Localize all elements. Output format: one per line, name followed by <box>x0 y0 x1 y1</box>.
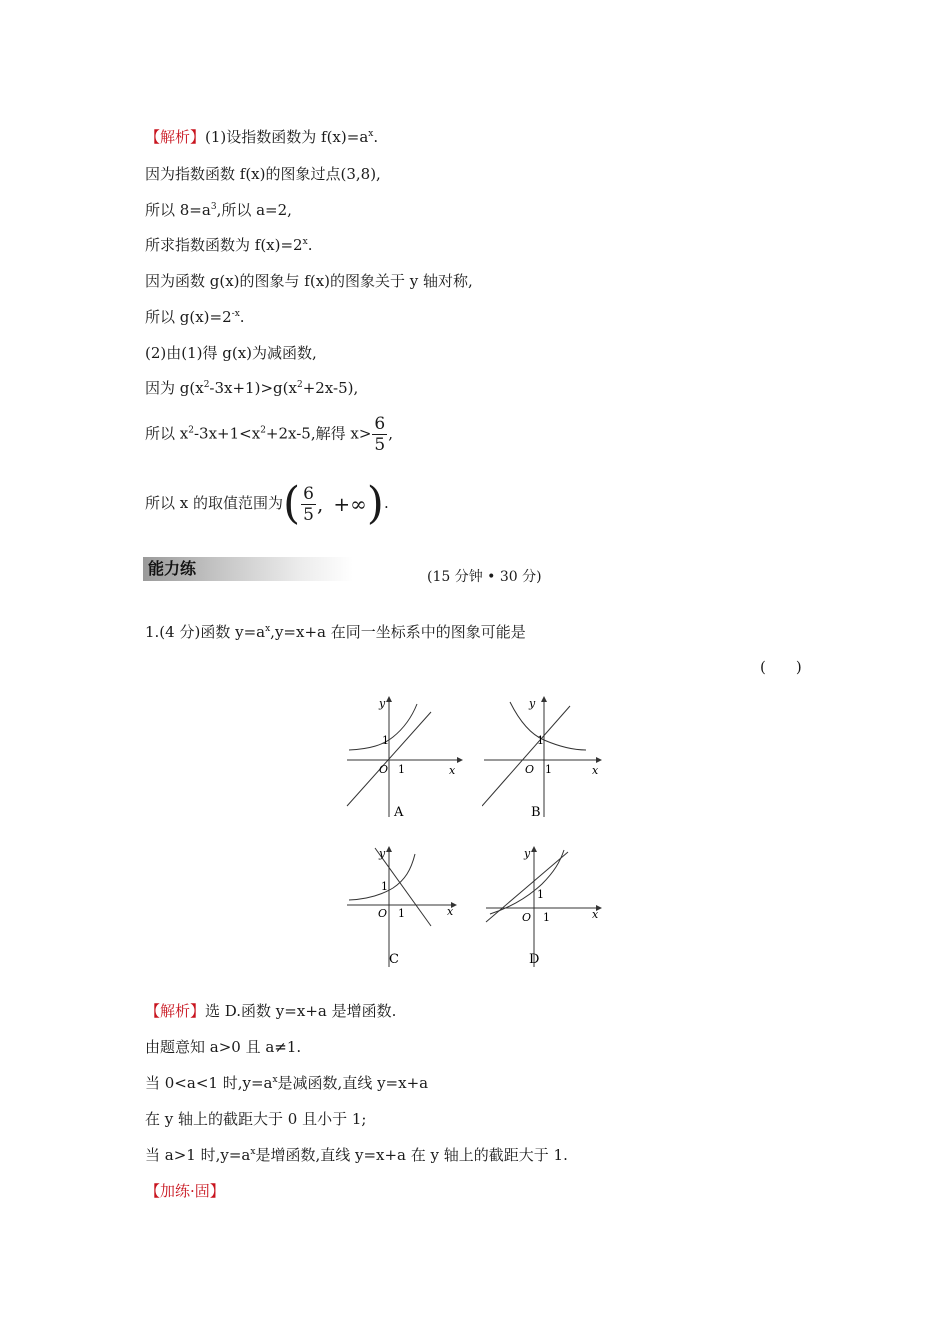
svg-text:x: x <box>447 905 454 918</box>
svg-text:1: 1 <box>382 734 389 747</box>
graph-c <box>345 842 465 972</box>
section-time: (15 分钟 • 30 分) <box>427 569 542 585</box>
solution-line-7: (2)由(1)得 g(x)为减函数, <box>145 344 317 362</box>
svg-text:1: 1 <box>543 911 550 924</box>
svg-text:O: O <box>525 763 535 776</box>
graph-label: B <box>531 805 541 820</box>
fraction: $\frac{6}{5}$ <box>374 414 386 455</box>
svg-text:y: y <box>524 847 531 860</box>
infinity: +∞ <box>333 492 367 516</box>
right-paren: ) <box>366 478 384 529</box>
svg-text:1: 1 <box>398 763 405 776</box>
svg-text:1: 1 <box>537 888 544 901</box>
solution-line-4: 所求指数函数为 $f(x)=2^x$. <box>145 236 313 254</box>
svg-text:O: O <box>379 763 389 776</box>
svg-text:O: O <box>378 907 388 920</box>
solution2-line-2: 由题意知 a>0 且 a≠1. <box>145 1038 302 1056</box>
left-paren: ( <box>283 478 301 529</box>
svg-text:1: 1 <box>545 763 552 776</box>
graph-a <box>345 692 465 822</box>
solution2-line-4: 在 y 轴上的截距大于 0 且小于 1; <box>145 1110 367 1128</box>
svg-text:1: 1 <box>398 907 405 920</box>
svg-text:1: 1 <box>381 880 388 893</box>
svg-text:y: y <box>379 697 386 710</box>
analysis-tag: 【解析】 <box>145 1002 206 1020</box>
graph-label: A <box>394 805 404 820</box>
svg-text:x: x <box>592 908 599 921</box>
solution2-line-1: 【解析】选 D.函数 y=x+a 是增函数. <box>145 1002 397 1020</box>
svg-text:O: O <box>522 911 532 924</box>
practice-tag: 【加练·固】 <box>145 1182 225 1200</box>
solution-line-9: 所以 $x^2-3x+1<x^2+2x-5$,解得 x> $\frac{6}{5}$ , <box>145 414 394 455</box>
solution-line-5: 因为函数 g(x)的图象与 f(x)的图象关于 y 轴对称, <box>145 272 473 290</box>
solution2-line-3: 当 0<a<1 时$,y=a^x$是减函数,直线 y=x+a <box>145 1074 429 1092</box>
solution-line-6: 所以 $g(x)=2^{-x}$. <box>145 308 245 326</box>
section-title: 能力练 <box>148 559 197 578</box>
solution-line-1: 【解析】(1)设指数函数为 $f(x)=a^x$. <box>145 128 379 146</box>
answer-blank: ( ) <box>760 658 802 676</box>
svg-text:x: x <box>449 764 456 777</box>
graph-label: C <box>389 952 399 967</box>
fraction: $\frac{6}{5}$ <box>303 483 314 525</box>
solution-line-8: 因为 $g(x^2-3x+1)>g(x^2+2x-5)$, <box>145 379 359 397</box>
question-stem: 1.(4 分)函数 $y=a^x,y=x+a$ 在同一坐标系中的图象可能是 <box>145 623 526 641</box>
solution-line-2: 因为指数函数 f(x)的图象过点(3,8), <box>145 165 381 183</box>
graph-b <box>482 692 607 822</box>
svg-text:1: 1 <box>537 734 544 747</box>
svg-text:y: y <box>529 697 536 710</box>
solution-line-3: 所以 $8=a^3$,所以 a=2, <box>145 201 292 219</box>
solution2-line-5: 当 a>1 时$,y=a^x$是增函数,直线 y=x+a 在 y 轴上的截距大于 1. <box>145 1146 568 1164</box>
analysis-tag: 【解析】 <box>145 128 206 146</box>
svg-text:y: y <box>379 847 386 860</box>
solution-line-10: 所以 x 的取值范围为( $\frac{6}{5}$ , +∞). <box>145 478 389 529</box>
graph-d <box>482 842 607 972</box>
svg-text:x: x <box>592 764 599 777</box>
graph-label: D <box>529 952 540 967</box>
